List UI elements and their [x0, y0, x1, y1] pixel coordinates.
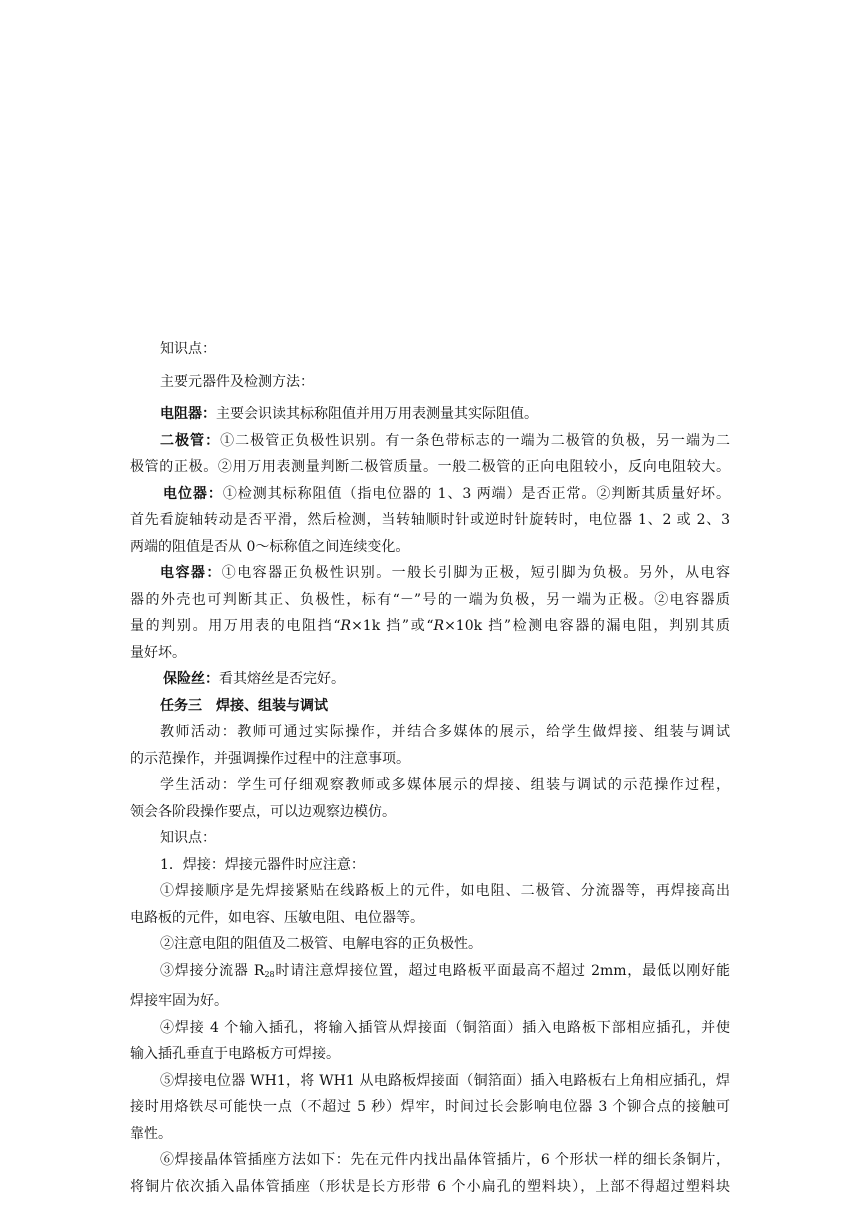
weld-1-line-2: 电路板的元件，如电容、压敏电阻、电位器等。 — [130, 909, 424, 926]
cap-r-symbol-1: R — [340, 618, 352, 634]
pot-line-2: 首先看旋轴转动是否平滑，然后检测，当转轴顺时针或逆时针旋转时，电位器 1、2 或 2、3 — [130, 512, 730, 528]
pot-line-1 — [130, 481, 730, 508]
weld-3-subscript: 28 — [264, 969, 275, 979]
fuse-label: 保险丝： — [163, 671, 219, 687]
weld-5-line-1: ⑤焊接电位器 WH1，将 WH1 从电路板焊接面（铜箔面）插入电路板右上角相应插孔，焊 — [160, 1072, 730, 1089]
weld-2: ②注意电阻的阻值及二极管、电解电容的正负极性。 — [160, 936, 482, 952]
weld-5-line-2: 接时用烙铁尽可能快一点（不超过 5 秒）焊牢，时间过长会影响电位器 3 个铆合点的接触可 — [130, 1099, 730, 1115]
main-components-heading: 主要元器件及检测方法： — [160, 373, 314, 390]
weld-6-line-2: 将铜片依次插入晶体管插座（形状是长方形带 6 个小扁孔的塑料块），上部不得超过塑料块 — [130, 1178, 730, 1195]
cap-text-3a: 量的判别。用万用表的电阻挡“ — [130, 618, 341, 634]
cap-r-symbol-2: R — [433, 618, 445, 634]
diode-text-1: ①二极管正负极性识别。有一条色带标志的一端为二极管的负极，另一端为二 — [220, 432, 730, 449]
cap-text-3c: ×10k 挡”检测电容器的漏电阻，判别其质 — [444, 618, 730, 634]
weld-4-line-2: 输入插孔垂直于电路板方可焊接。 — [130, 1046, 340, 1062]
cap-line-4: 量好坏。 — [130, 644, 186, 661]
weld-1-line-1: ①焊接顺序是先焊接紧贴在线路板上的元件，如电阻、二极管、分流器等，再焊接高出 — [160, 883, 730, 899]
weld-4-line-1: ④焊接 4 个输入插孔，将输入插管从焊接面（铜箔面）插入电路板下部相应插孔，并使 — [160, 1019, 730, 1036]
diode-line-2: 极管的正极。②用万用表测量判断二极管质量。一般二极管的正向电阻较小，反向电阻较大。 — [130, 459, 730, 475]
document-body — [130, 336, 730, 1200]
pot-line-3: 两端的阻值是否从 0～标称值之间连续变化。 — [130, 538, 410, 555]
weld-3-text-a: ③焊接分流器 R — [160, 962, 265, 979]
weld-title: 1．焊接：焊接元器件时应注意： — [160, 856, 365, 873]
cap-label: 电容器： — [160, 565, 222, 581]
diode-line-1 — [130, 428, 730, 455]
resistor-text: 主要会识读其标称阻值并用万用表测量其实际阻值。 — [216, 406, 538, 422]
student-line-1: 学生活动：学生可仔细观察教师或多媒体展示的焊接、组装与调试的示范操作过程， — [160, 777, 730, 793]
cap-text-1: ①电容器正负极性识别。一般长引脚为正极，短引脚为负极。另外，从电容 — [221, 565, 731, 581]
cap-text-3b: ×1k 挡”或“ — [351, 618, 434, 634]
knowledge-heading: 知识点： — [160, 341, 216, 357]
teacher-line-2: 的示范操作，并强调操作过程中的注意事项。 — [130, 750, 410, 767]
fuse-paragraph — [130, 666, 730, 693]
weld-3-line-1 — [130, 958, 730, 989]
resistor-paragraph — [130, 401, 730, 428]
weld-3-text-b: 时请注意焊接位置，超过电路板平面最高不超过 2mm，最低以刚好能 — [274, 962, 730, 979]
cap-line-1 — [130, 560, 730, 587]
fuse-text: 看其熔丝是否完好。 — [219, 671, 345, 687]
resistor-label: 电阻器： — [160, 406, 216, 422]
student-line-2: 领会各阶段操作要点，可以边观察边模仿。 — [130, 803, 396, 820]
pot-label: 电位器： — [163, 485, 223, 502]
weld-6-line-1: ⑥焊接晶体管插座方法如下：先在元件内找出晶体管插片，6 个形状一样的细长条铜片， — [160, 1152, 730, 1168]
pot-text-1: ①检测其标称阻值（指电位器的 1、3 两端）是否正常。②判断其质量好坏。 — [222, 485, 731, 502]
diode-label: 二极管： — [160, 432, 221, 449]
cap-line-3 — [130, 613, 730, 640]
cap-line-2: 器的外壳也可判断其正、负极性，标有“－”号的一端为负极，另一端为正极。②电容器质 — [130, 591, 730, 608]
knowledge-heading-2: 知识点： — [160, 830, 216, 846]
teacher-line-1: 教师活动：教师可通过实际操作，并结合多媒体的展示，给学生做焊接、组装与调试 — [160, 724, 730, 740]
weld-3-line-2: 焊接牢固为好。 — [130, 993, 228, 1009]
weld-5-line-3: 靠性。 — [130, 1125, 172, 1142]
task3-heading: 任务三 焊接、组装与调试 — [160, 697, 328, 714]
